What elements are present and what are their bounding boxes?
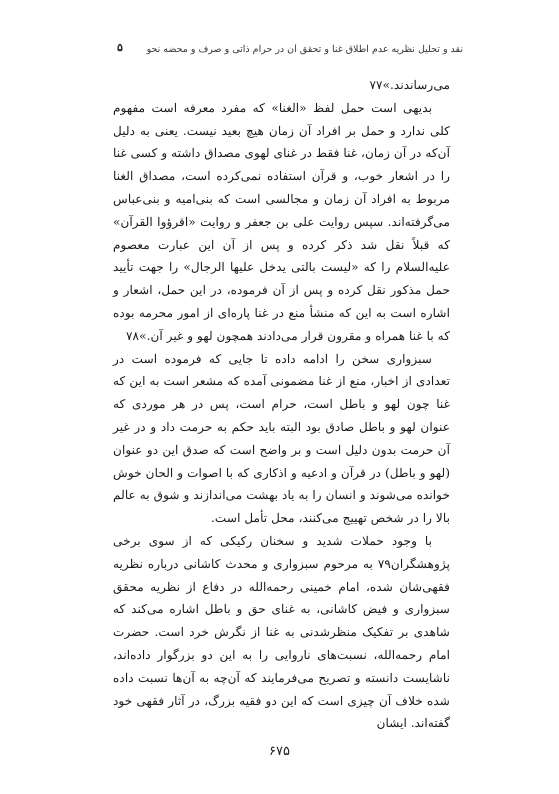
paragraph: سبزواری سخن را ادامه داده تا جایی که فرموده است در تعدادی از اخبار، منع از غنا مضمونی آمده که مشعر است به این که غنا چون لهو و باطل است، حرام است، پس در هر موردی که عنوان لهو و باطل صادق بود البته باید حکم به حرمت داد و در غیر آن حرمت بدون دلیل است و بر واضح است که صدق این دو عنوان (لهو و باطل) در قرآن و ادعیه و اذکاری که با اصوات و الحان خوش خوانده می‌شوند و انسان را به یاد بهشت می‌اندازند و شوق به عالم بالا را در شخص تهییج می‌کنند، محل تأمل است.: [113, 351, 450, 526]
running-header: نقد و تحلیل نظریه عدم اطلاق غنا و تحقق آن در حرام ذاتی و صرف و محضه نحو: [146, 44, 463, 55]
paragraph: با وجود حملات شدید و سخنان رکیکی که از سوی برخی پژوهشگران۷۹ به مرحوم سبزواری و محدث کاشانی درباره نظریه فقهی‌شان شده، امام خمینی رحمه‌الله در دفاع از نظریه محقق سبزواری و فیض کاشانی، به غنای حق و باطل اشاره می‌کند که شاهدی بر تفکیک منظرشدنی به غنا از نگرش خرد است. حضرت امام رحمه‌الله، نسبت‌های ناروایی را به این دو بزرگوار داده‌اند، ناشایست دانسته و تصریح می‌فرمایند که آن‌چه به آن‌ها نسبت داده شده خلاف آن چیزی است که این دو فقیه بزرگ، در آثار فقهی خود گفته‌اند. ایشان: [113, 533, 450, 731]
chapter-number: ۵: [117, 41, 123, 54]
page-number: ۶۷۵: [269, 744, 290, 759]
paragraph: بدیهی است حمل لفظ «الغنا» که مفرد معرفه است مفهوم کلی ندارد و حمل بر افراد آن زمان هیچ بعید نیست. یعنی به دلیل آن‌که در آن زمان، غنا فقط در غنای لهوی مصداق داشته و کسی غنا را در اشعار خوب، و قرآن استفاده نمی‌کرده است، مصداق الغنا مربوط به افراد آن زمان و مجالسی است که بنی‌امیه و بنی‌عباس می‌گرفته‌اند. سپس روایت علی بن جعفر و روایت «اقرؤوا القرآن» که قبلاً نقل شد ذکر کرده و پس از آن این عبارت معصوم علیه‌السلام را که «لیست بالتی یدخل علیها الرجال» را جهت تأیید حمل مذکور نقل کرده و پس از آن فرموده، در این حمل، اشعار و اشاره است به این که منشأ منع در غنا پاره‌ای از امور محرمه بوده که با غنا همراه و مقرون قرار می‌دادند همچون لهو و غیر آن.»۷۸: [113, 100, 450, 343]
paragraph-quote-end: می‌رساندند.»۷۷: [369, 78, 450, 92]
body-text: [113, 74, 450, 735]
